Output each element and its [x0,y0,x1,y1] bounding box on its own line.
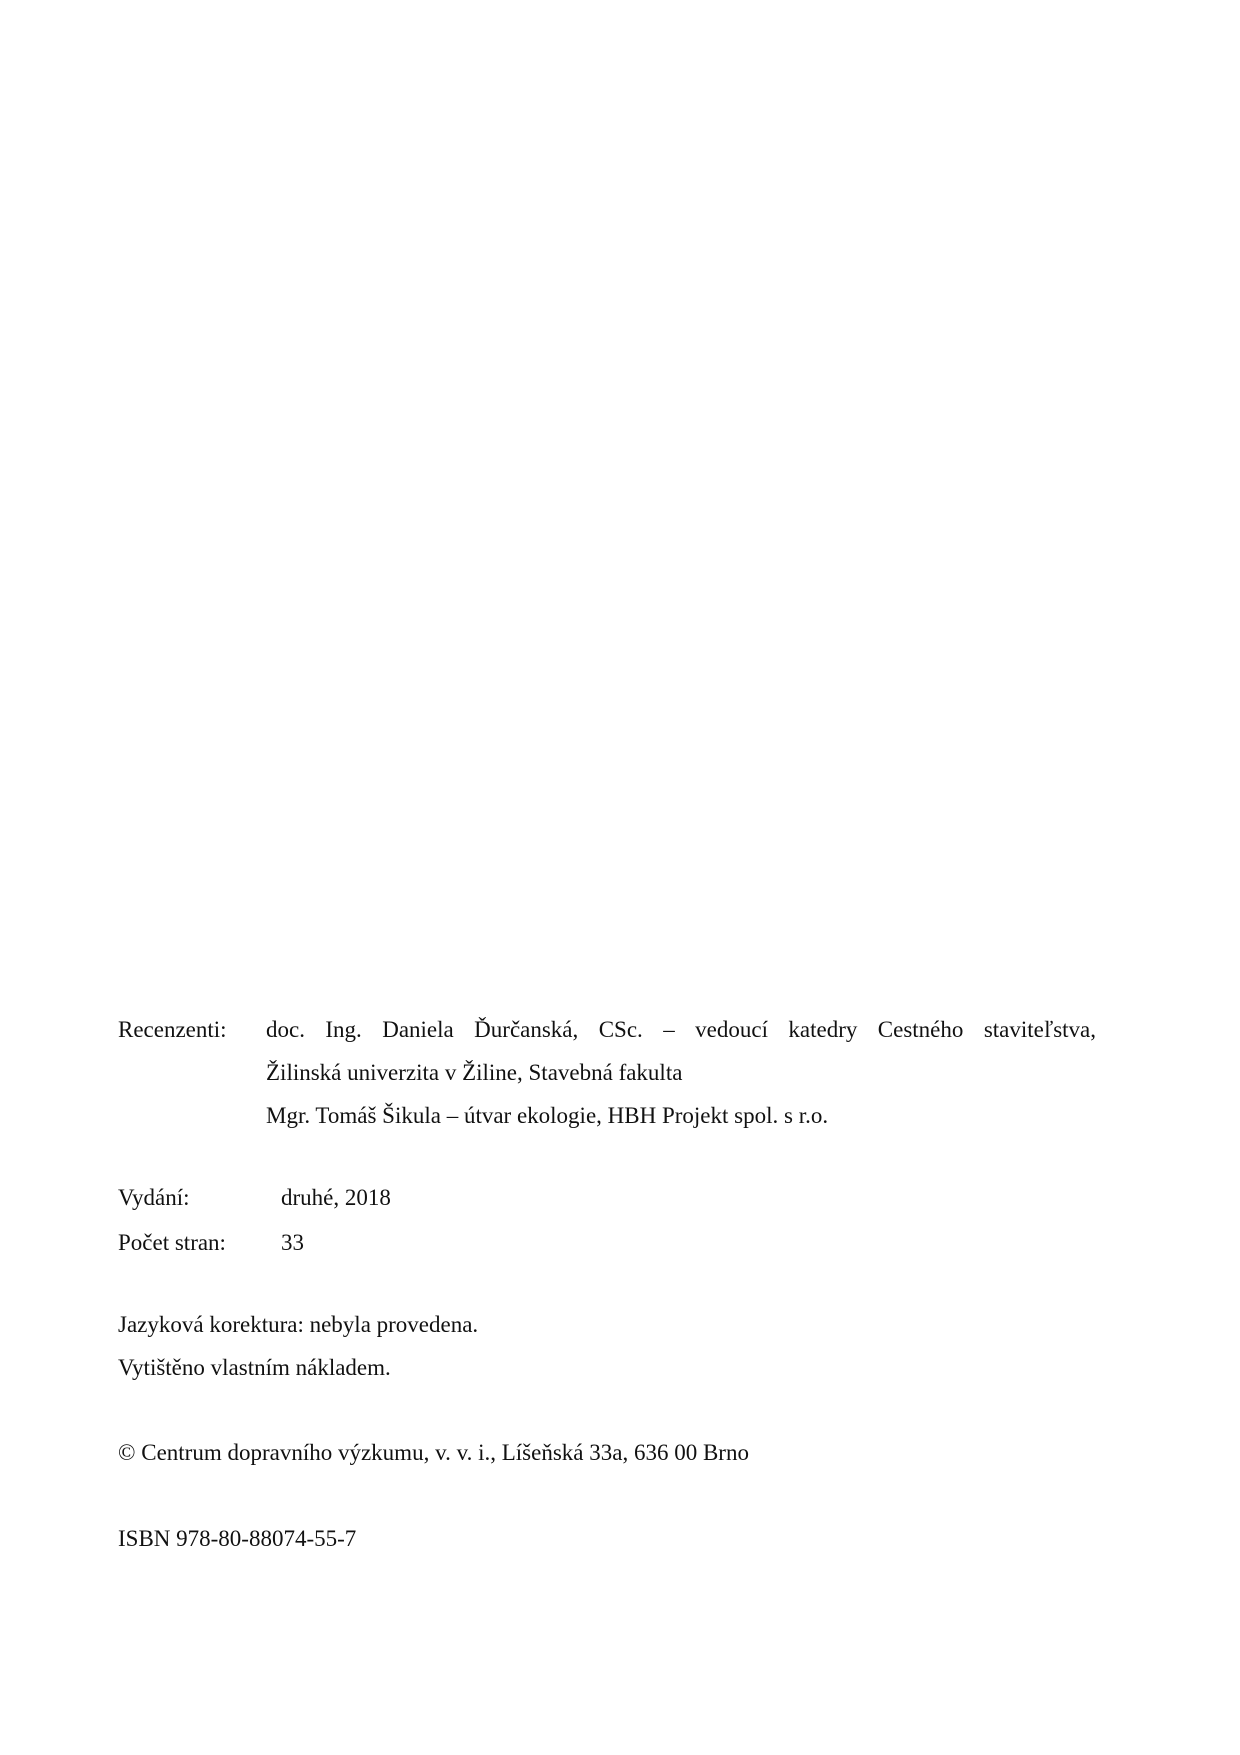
page-count-label: Počet stran: [118,1230,226,1255]
edition-label: Vydání: [118,1185,190,1210]
reviewer-line-3: Mgr. Tomáš Šikula – útvar ekologie, HBH Projekt spol. s r.o. [266,1103,829,1128]
proofreading-note: Jazyková korektura: nebyla provedena. [118,1312,479,1337]
reviewers-label: Recenzenti: [118,1017,227,1042]
reviewers-row [118,1008,1096,1137]
reviewers-section [118,1008,1096,1137]
copyright-section [118,1431,1096,1474]
page-count-value: 33 [281,1230,304,1255]
edition-value: druhé, 2018 [281,1185,391,1210]
isbn-section [118,1517,1096,1560]
edition-row [118,1175,1096,1220]
reviewers-list [266,1008,1096,1137]
isbn-number: ISBN 978-80-88074-55-7 [118,1526,357,1551]
edition-section [118,1175,1096,1265]
printing-note: Vytištěno vlastním nákladem. [118,1355,391,1380]
production-notes [118,1303,1096,1389]
reviewer-line-2: Žilinská univerzita v Žiline, Stavebná fakulta [266,1060,683,1085]
reviewer-line-1: doc. Ing. Daniela Ďurčanská, CSc. – vedoucí katedry Cestného staviteľstva, [266,1017,1096,1042]
copyright-notice: © Centrum dopravního výzkumu, v. v. i., Líšeňská 33a, 636 00 Brno [118,1440,749,1465]
page-count-row [118,1220,1096,1265]
